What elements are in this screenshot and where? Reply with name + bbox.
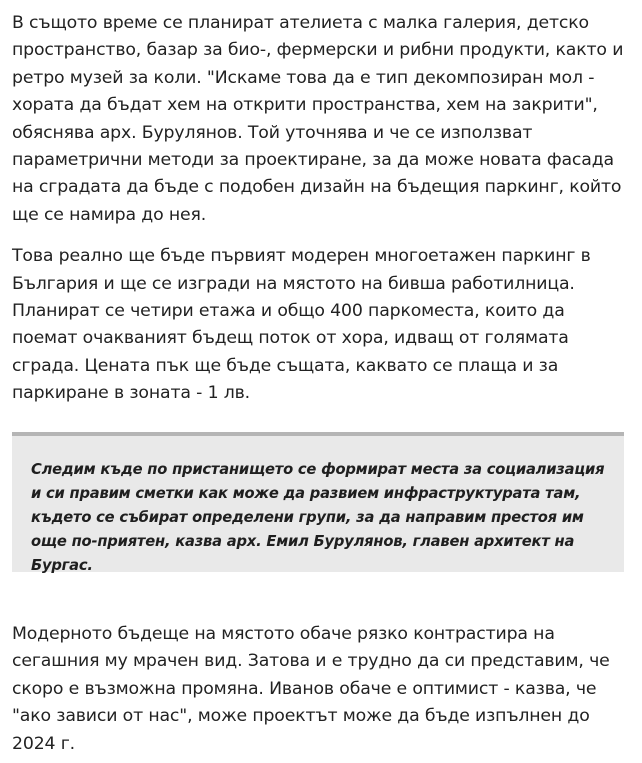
article-paragraph: В същото време се планират ателиета с малка галерия, детско пространство, базар за био-, фермерски и рибни продукти, както и ретро музей за коли. "Искаме това да е тип декомпозиран мол - хората да бъдат хем на открити пространства, хем на закрити", обяснява арх. Бурулянов. Той уточнява и че се използват параметрични методи за проектиране, за да може новата фасада на сградата да бъде с подобен дизайн на бъдещия паркинг, който ще се намира до нея. xyxy=(12,13,624,225)
article-paragraph: Това реално ще бъде първият модерен многоетажен паркинг в България и ще се изгради на мястото на бивша работилница. Планират се четири етажа и общо 400 паркоместа, които да поемат очакваният бъдещ поток от хора, идващ от голямата сграда. Цената пък ще бъде същата, каквато се плаща и за паркиране в зоната - 1 лв. xyxy=(12,246,591,404)
article-body xyxy=(12,10,624,408)
article-paragraph: Модерното бъдеще на мястото обаче рязко контрастира на сегашния му мрачен вид. Затова и е трудно да си представим, че скоро е възможна промяна. Иванов обаче е оптимист - казва, че "ако зависи от нас", може проектът може да бъде изпълнен до 2024 г. xyxy=(12,624,610,754)
pull-quote xyxy=(12,432,624,572)
pull-quote-text: Следим къде по пристанището се формират места за социализация и си правим сметки как може да развием инфраструктурата там, където се събират определени групи, за да направим престоя им още по-приятен, казва арх. Емил Бурулянов, главен архитект на Бургас. xyxy=(31,461,605,574)
